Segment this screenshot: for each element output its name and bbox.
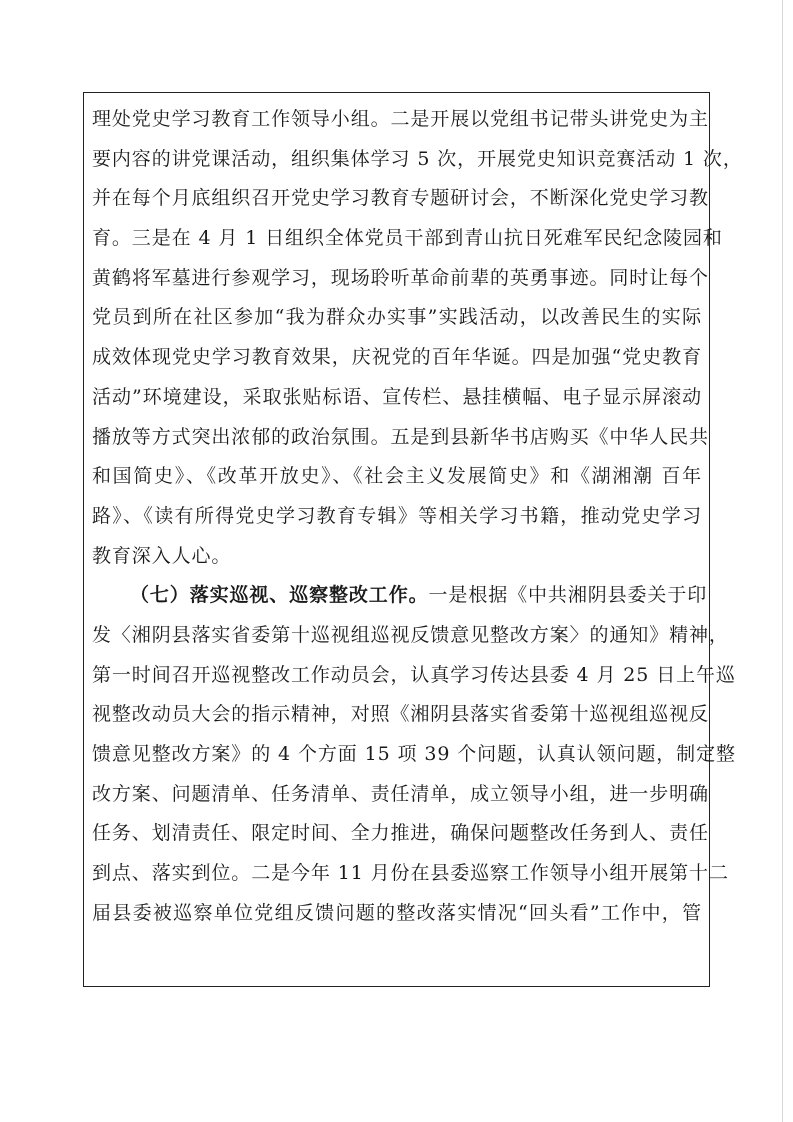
text-line: 改方案、问题清单、任务清单、责任清单，成立领导小组，进一步明确 — [92, 782, 709, 805]
text-line: 任务、划清责任、限定时间、全力推进，确保问题整改任务到人、责任 — [92, 822, 709, 845]
text-line: 成效体现党史学习教育效果，庆祝党的百年华诞。四是加强“党史教育 — [92, 346, 702, 369]
text-line: 活动”环境建设，采取张贴标语、宣传栏、悬挂横幅、电子显示屏滚动 — [92, 385, 702, 408]
text-line: 视整改动员大会的指示精神，对照《湘阴县落实省委第十巡视组巡视反 — [92, 703, 709, 726]
text-line: 育。三是在 4 月 1 日组织全体党员干部到青山抗日死难军民纪念陵园和 — [92, 227, 723, 250]
text-line: 和国简史》、《改革开放史》、《社会主义发展简史》和《湖湘潮 百年 — [92, 465, 702, 488]
text-line: 馈意见整改方案》的 4 个方面 15 项 39 个问题，认真认领问题，制定整 — [92, 743, 736, 765]
text-line: 理处党史学习教育工作领导小组。二是开展以党组书记带头讲党史为主 — [92, 108, 709, 130]
text-line: 发〈湘阴县落实省委第十巡视组巡视反馈意见整改方案〉的通知》精神， — [92, 623, 729, 646]
text-line: 播放等方式突出浓郁的政治氛围。五是到县新华书店购买《中华人民共 — [92, 425, 709, 448]
text-line: 黄鹤将军墓进行参观学习，现场聆听革命前辈的英勇事迹。同时让每个 — [92, 266, 709, 289]
section-7-first-line — [92, 576, 708, 616]
text-line: 并在每个月底组织召开党史学习教育专题研讨会，不断深化党史学习教 — [92, 187, 709, 210]
document-body — [92, 100, 743, 933]
text-line: 路》、《读有所得党史学习教育专辑》等相关学习书籍，推动党史学习 — [92, 504, 702, 527]
text-line: 到点、落实到位。二是今年 11 月份在县委巡察工作领导小组开展第十二 — [92, 862, 729, 885]
section-7-heading: （七）落实巡视、巡察整改工作。 — [130, 584, 429, 607]
scan-edge — [782, 0, 783, 1122]
text-line: 届县委被巡察单位党组反馈问题的整改落实情况“回头看”工作中，管 — [92, 901, 702, 924]
text-line: 教育深入人心。 — [92, 544, 232, 567]
text-line: 党员到所在社区参加“我为群众办实事”实践活动，以改善民生的实际 — [92, 306, 702, 329]
section-7-first-line-text: 一是根据《中共湘阴县委关于印 — [428, 584, 708, 607]
text-line: 第一时间召开巡视整改工作动员会，认真学习传达县委 4 月 25 日上午巡 — [92, 663, 736, 686]
text-line: 要内容的讲党课活动，组织集体学习 5 次，开展党史知识竞赛活动 1 次， — [92, 147, 743, 170]
